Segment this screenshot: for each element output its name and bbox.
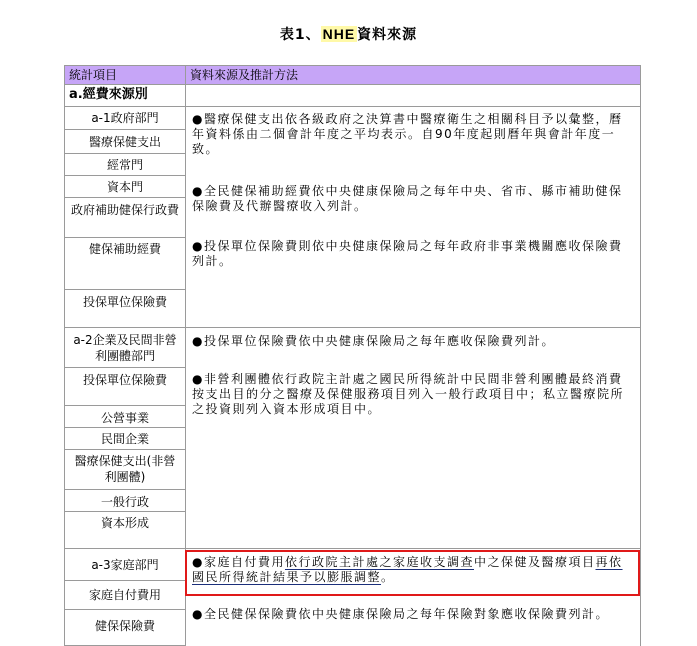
item-capital-formation: 資本形成: [65, 512, 186, 549]
desc-a2-para2: ●非營利團體依行政院主計處之國民所得統計中民間非營利團體最終消費按支出目的分之醫療及保健服務項目列入一般行政項目中；私立醫療院所之投資則列入資本形成項目中。: [192, 372, 625, 416]
item-general-admin: 一般行政: [65, 490, 186, 512]
hl-underline2: 再依國民所得統計結果予以膨脹調整: [192, 555, 623, 584]
item-npo-medical: 醫療保健支出(非營利團體): [65, 450, 186, 490]
item-a2-enterprise: a-2企業及民間非營利團體部門: [65, 328, 186, 368]
item-nhi-premium: 健保保險費: [65, 610, 186, 646]
desc-a1: [186, 107, 641, 328]
desc-a1-para2: ●全民健保補助經費依中央健康保險局之每年中央、省市、縣市補助健保保險費及代辦醫療收入列計。: [192, 184, 623, 213]
table-title: [0, 24, 697, 44]
item-oop: 家庭自付費用: [65, 581, 186, 610]
desc-a3-highlight-para: [192, 555, 634, 585]
item-recurrent: 經常門: [65, 154, 186, 176]
section-blank: [186, 85, 641, 107]
title-prefix: 表1、: [279, 27, 321, 43]
item-capital: 資本門: [65, 176, 186, 198]
hl-part3: 。: [381, 570, 395, 584]
desc-a3-para2: ●全民健保保險費依中央健康保險局之每年保險對象應收保險費列計。: [192, 607, 609, 621]
header-col-source: 資料來源及推計方法: [186, 66, 641, 85]
desc-a2: [186, 328, 641, 549]
item-public-enterprise: 公營事業: [65, 406, 186, 428]
section-title: a.經費來源別: [65, 85, 186, 107]
desc-a2-para1: ●投保單位保險費依中央健康保險局之每年應收保險費列計。: [192, 334, 555, 348]
title-suffix: 資料來源: [357, 27, 418, 43]
item-a1-gov: a-1政府部門: [65, 107, 186, 130]
data-source-table: [64, 65, 641, 646]
desc-a3: [186, 549, 641, 646]
item-medical-exp: 醫療保健支出: [65, 130, 186, 154]
desc-a1-para1: ●醫療保健支出依各級政府之決算書中醫療衛生之相關科目予以彙整，曆年資料係由二個會計年度之平均表示。自90年度起則曆年與會計年度一致。: [192, 112, 623, 156]
title-highlight: NHE: [322, 26, 356, 42]
item-nhi-subsidy: 健保補助經費: [65, 238, 186, 290]
item-a2-employer-premium: 投保單位保險費: [65, 368, 186, 406]
header-col-item: 統計項目: [65, 66, 186, 85]
hl-underline1: 依行政院主計處之家庭收支調查: [284, 555, 474, 569]
item-a3-household: a-3家庭部門: [65, 549, 186, 581]
hl-part2: 中之保健及醫療項目: [474, 555, 596, 569]
desc-a1-para3: ●投保單位保險費則依中央健康保險局之每年政府非事業機關應收保險費列計。: [192, 239, 623, 268]
item-gov-admin: 政府補助健保行政費: [65, 198, 186, 238]
hl-part1: ●家庭自付費用: [192, 555, 285, 569]
item-employer-premium: 投保單位保險費: [65, 290, 186, 328]
item-private-enterprise: 民間企業: [65, 428, 186, 450]
